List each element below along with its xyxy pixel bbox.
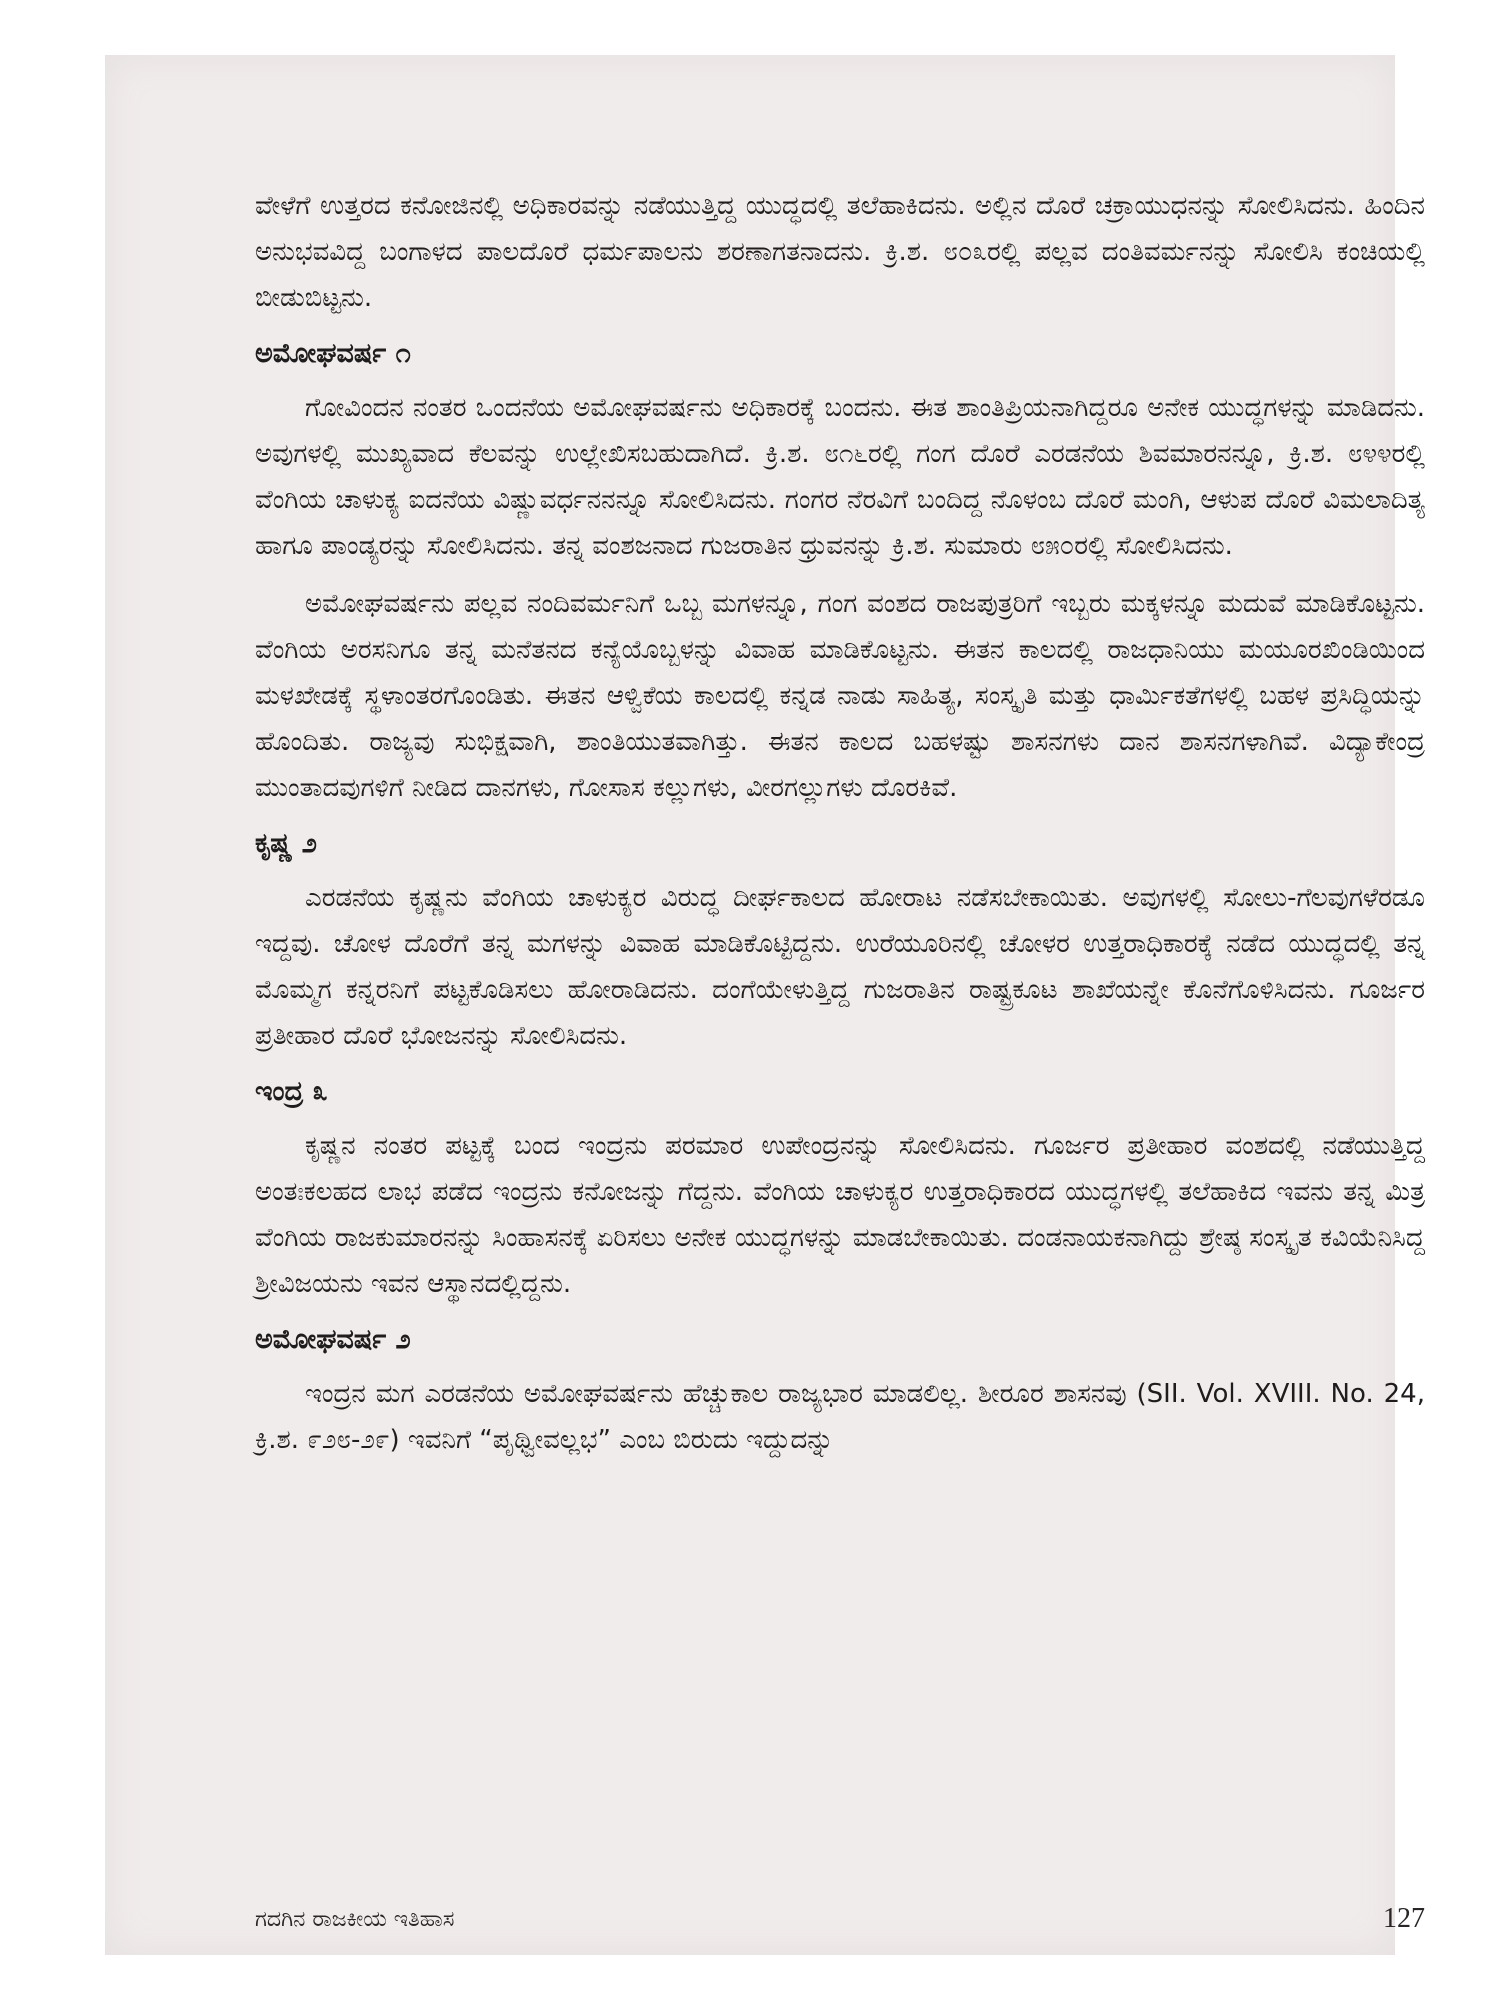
section-heading: ಇಂದ್ರ ೩ — [255, 1076, 328, 1107]
page-number: 127 — [1383, 1903, 1425, 1934]
paragraph: ಕೃಷ್ಣನ ನಂತರ ಪಟ್ಟಕ್ಕೆ ಬಂದ ಇಂದ್ರನು ಪರಮಾರ ಉಪೇಂದ್ರನನ್ನು ಸೋಲಿಸಿದನು. ಗೂರ್ಜರ ಪ್ರತೀಹಾರ ವಂಶದಲ್ಲಿ ನಡೆಯುತ್ತಿದ್ದ ಅಂತಃಕಲಹದ ಲಾಭ ಪಡೆದ ಇಂದ್ರನು ಕನೋಜನ್ನು ಗೆದ್ದನು. ವೆಂಗಿಯ ಚಾಳುಕ್ಯರ ಉತ್ತರಾಧಿಕಾರದ ಯುದ್ಧಗಳಲ್ಲಿ ತಲೆಹಾಕಿದ ಇವನು ತನ್ನ ಮಿತ್ರ ವೆಂಗಿಯ ರಾಜಕುಮಾರನನ್ನು ಸಿಂಹಾಸನಕ್ಕೆ ಏರಿಸಲು ಅನೇಕ ಯುದ್ಧಗಳನ್ನು ಮಾಡಬೇಕಾಯಿತು. ದಂಡನಾಯಕನಾಗಿದ್ದು ಶ್ರೇಷ್ಠ ಸಂಸ್ಕೃತ ಕವಿಯೆನಿಸಿದ್ದ ಶ್ರೀವಿಜಯನು ಇವನ ಆಸ್ಥಾನದಲ್ಲಿದ್ದನು. — [255, 1131, 1425, 1299]
paragraph-spacer — [255, 569, 1425, 581]
section-heading: ಅಮೋಘವರ್ಷ ೧ — [255, 338, 411, 369]
section-heading: ಕೃಷ್ಣ ೨ — [255, 828, 317, 859]
paragraph: ಎರಡನೆಯ ಕೃಷ್ಣನು ವೆಂಗಿಯ ಚಾಳುಕ್ಯರ ವಿರುದ್ಧ ದೀರ್ಘಕಾಲದ ಹೋರಾಟ ನಡೆಸಬೇಕಾಯಿತು. ಅವುಗಳಲ್ಲಿ ಸೋಲು-ಗೆಲವುಗಳೆರಡೂ ಇದ್ದವು. ಚೋಳ ದೊರೆಗೆ ತನ್ನ ಮಗಳನ್ನು ವಿವಾಹ ಮಾಡಿಕೊಟ್ಟಿದ್ದನು. ಉರೆಯೂರಿನಲ್ಲಿ ಚೋಳರ ಉತ್ತರಾಧಿಕಾರಕ್ಕೆ ನಡೆದ ಯುದ್ಧದಲ್ಲಿ ತನ್ನ ಮೊಮ್ಮಗ ಕನ್ನರನಿಗೆ ಪಟ್ಟಕೊಡಿಸಲು ಹೋರಾಡಿದನು. ದಂಗೆಯೇಳುತ್ತಿದ್ದ ಗುಜರಾತಿನ ರಾಷ್ಟ್ರಕೂಟ ಶಾಖೆಯನ್ನೇ ಕೊನೆಗೊಳಿಸಿದನು. ಗೂರ್ಜರ ಪ್ರತೀಹಾರ ದೊರೆ ಭೋಜನನ್ನು ಸೋಲಿಸಿದನು. — [255, 883, 1425, 1051]
paragraph: ಗೋವಿಂದನ ನಂತರ ಒಂದನೆಯ ಅಮೋಘವರ್ಷನು ಅಧಿಕಾರಕ್ಕೆ ಬಂದನು. ಈತ ಶಾಂತಿಪ್ರಿಯನಾಗಿದ್ದರೂ ಅನೇಕ ಯುದ್ಧಗಳನ್ನು ಮಾಡಿದನು. ಅವುಗಳಲ್ಲಿ ಮುಖ್ಯವಾದ ಕೆಲವನ್ನು ಉಲ್ಲೇಖಿಸಬಹುದಾಗಿದೆ. ಕ್ರಿ.ಶ. ೮೧೬ರಲ್ಲಿ ಗಂಗ ದೊರೆ ಎರಡನೆಯ ಶಿವಮಾರನನ್ನೂ, ಕ್ರಿ.ಶ. ೮೪೪ರಲ್ಲಿ ವೆಂಗಿಯ ಚಾಳುಕ್ಯ ಐದನೆಯ ವಿಷ್ಣುವರ್ಧನನನ್ನೂ ಸೋಲಿಸಿದನು. ಗಂಗರ ನೆರವಿಗೆ ಬಂದಿದ್ದ ನೊಳಂಬ ದೊರೆ ಮಂಗಿ, ಆಳುಪ ದೊರೆ ವಿಮಲಾದಿತ್ಯ ಹಾಗೂ ಪಾಂಡ್ಯರನ್ನು ಸೋಲಿಸಿದನು. ತನ್ನ ವಂಶಜನಾದ ಗುಜರಾತಿನ ಧ್ರುವನನ್ನು ಕ್ರಿ.ಶ. ಸುಮಾರು ೮೫೦ರಲ್ಲಿ ಸೋಲಿಸಿದನು. — [255, 393, 1425, 561]
book-page — [105, 55, 1425, 1955]
paragraph: ಇಂದ್ರನ ಮಗ ಎರಡನೆಯ ಅಮೋಘವರ್ಷನು ಹೆಚ್ಚುಕಾಲ ರಾಜ್ಯಭಾರ ಮಾಡಲಿಲ್ಲ. ಶೀರೂರ ಶಾಸನವು (SII. Vol. XVIII. No. 24, ಕ್ರಿ.ಶ. ೯೨೮-೨೯) ಇವನಿಗೆ “ಪೃಥ್ವೀವಲ್ಲಭ” ಎಂಬ ಬಿರುದು ಇದ್ದುದನ್ನು — [255, 1379, 1425, 1455]
paragraph: ಅಮೋಘವರ್ಷನು ಪಲ್ಲವ ನಂದಿವರ್ಮನಿಗೆ ಒಬ್ಬ ಮಗಳನ್ನೂ, ಗಂಗ ವಂಶದ ರಾಜಪುತ್ರರಿಗೆ ಇಬ್ಬರು ಮಕ್ಕಳನ್ನೂ ಮದುವೆ ಮಾಡಿಕೊಟ್ಟನು. ವೆಂಗಿಯ ಅರಸನಿಗೂ ತನ್ನ ಮನೆತನದ ಕನ್ಯೆಯೊಬ್ಬಳನ್ನು ವಿವಾಹ ಮಾಡಿಕೊಟ್ಟನು. ಈತನ ಕಾಲದಲ್ಲಿ ರಾಜಧಾನಿಯು ಮಯೂರಖಿಂಡಿಯಿಂದ ಮಳಖೇಡಕ್ಕೆ ಸ್ಥಳಾಂತರಗೊಂಡಿತು. ಈತನ ಆಳ್ವಿಕೆಯ ಕಾಲದಲ್ಲಿ ಕನ್ನಡ ನಾಡು ಸಾಹಿತ್ಯ, ಸಂಸ್ಕೃತಿ ಮತ್ತು ಧಾರ್ಮಿಕತೆಗಳಲ್ಲಿ ಬಹಳ ಪ್ರಸಿದ್ಧಿಯನ್ನು ಹೊಂದಿತು. ರಾಜ್ಯವು ಸುಭಿಕ್ಷವಾಗಿ, ಶಾಂತಿಯುತವಾಗಿತ್ತು. ಈತನ ಕಾಲದ ಬಹಳಷ್ಟು ಶಾಸನಗಳು ದಾನ ಶಾಸನಗಳಾಗಿವೆ. ವಿದ್ಯಾಕೇಂದ್ರ ಮುಂತಾದವುಗಳಿಗೆ ನೀಡಿದ ದಾನಗಳು, ಗೋಸಾಸ ಕಲ್ಲುಗಳು, ವೀರಗಲ್ಲುಗಳು ದೊರಕಿವೆ. — [255, 589, 1425, 803]
section-heading: ಅಮೋಘವರ್ಷ ೨ — [255, 1324, 411, 1355]
page-body — [255, 183, 1425, 1463]
running-title: ಗದಗಿನ ರಾಜಕೀಯ ಇತಿಹಾಸ — [255, 1907, 455, 1932]
paragraph: ವೇಳೆಗೆ ಉತ್ತರದ ಕನೋಜಿನಲ್ಲಿ ಅಧಿಕಾರವನ್ನು ನಡೆಯುತ್ತಿದ್ದ ಯುದ್ಧದಲ್ಲಿ ತಲೆಹಾಕಿದನು. ಅಲ್ಲಿನ ದೊರೆ ಚಕ್ರಾಯುಧನನ್ನು ಸೋಲಿಸಿದನು. ಹಿಂದಿನ ಅನುಭವವಿದ್ದ ಬಂಗಾಳದ ಪಾಲದೊರೆ ಧರ್ಮಪಾಲನು ಶರಣಾಗತನಾದನು. ಕ್ರಿ.ಶ. ೮೦೩ರಲ್ಲಿ ಪಲ್ಲವ ದಂತಿವರ್ಮನನ್ನು ಸೋಲಿಸಿ ಕಂಚಿಯಲ್ಲಿ ಬೀಡುಬಿಟ್ಟನು. — [255, 191, 1425, 313]
